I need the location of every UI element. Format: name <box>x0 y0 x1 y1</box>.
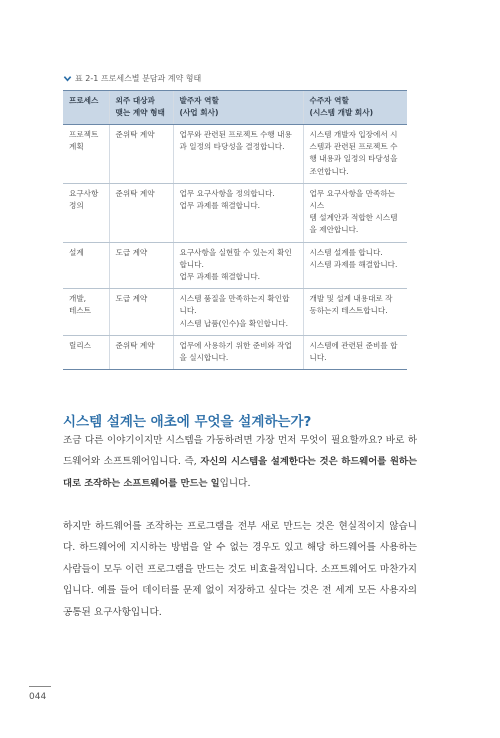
table-cell: 시스템 품질을 만족하는지 확인합 니다. 시스템 납품(인수)을 확인합니다. <box>173 289 303 336</box>
page-number: 044 <box>29 692 47 702</box>
paragraph-1 <box>63 430 417 494</box>
table-cell: 준위탁 계약 <box>109 125 173 184</box>
table-cell: 개발 및 설계 내용대로 작 동하는지 테스트합니다. <box>303 289 407 336</box>
table-row <box>63 125 407 184</box>
table-cell: 개발, 테스트 <box>63 289 109 336</box>
emphasis-text: 자신의 시스템을 설계한다는 것은 하드웨어를 원하는 대로 조작하는 소프트웨어를 만드는 일 <box>63 456 417 489</box>
table-row <box>63 242 407 289</box>
table-cell: 릴리스 <box>63 335 109 369</box>
header-vendor-role: 수주자 역할 (시스템 개발 회사) <box>303 91 407 125</box>
table-cell: 설계 <box>63 242 109 289</box>
table-cell: 도급 계약 <box>109 242 173 289</box>
table-cell: 업무에 사용하기 위한 준비와 작업 을 실시합니다. <box>173 335 303 369</box>
header-contract: 외주 대상과 맺는 계약 형태 <box>109 91 173 125</box>
table-cell: 요구사항을 실현할 수 있는지 확인 합니다. 업무 과제를 해결합니다. <box>173 242 303 289</box>
table-cell: 시스템 설계를 합니다. 시스템 과제를 해결합니다. <box>303 242 407 289</box>
table-cell: 요구사항 정의 <box>63 183 109 242</box>
paragraph-2: 하지만 하드웨어를 조작하는 프로그램을 전부 새로 만드는 것은 현실적이지 않습니다. 하드웨어에 지시하는 방법을 알 수 없는 경우도 있고 해당 하드웨어를 사용하는 사람들이 모두 이런 프로그램을 만드는 것도 비효율적입니다. 소프트웨어도 마찬가지입니다. 예를 들어 데이터를 문제 없이 저장하고 싶다는 것은 전 세계 모든 사용자의 공통된 요구사항입니다. <box>63 521 417 618</box>
table-cell: 도급 계약 <box>109 289 173 336</box>
role-table <box>63 90 407 370</box>
table-cell: 업무 요구사항을 만족하는 시스 템 설계안과 적합한 시스템 을 제안합니다. <box>303 183 407 242</box>
table-row <box>63 335 407 369</box>
caption-text: 표 2-1 프로세스별 분담과 계약 형태 <box>75 74 202 83</box>
section-heading: 시스템 설계는 애초에 무엇을 설계하는가? <box>63 414 312 430</box>
paragraph-text: 입니다. <box>219 477 251 489</box>
table-cell: 업무 요구사항을 정의합니다. 업무 과제를 해결합니다. <box>173 183 303 242</box>
table-cell: 준위탁 계약 <box>109 335 173 369</box>
table-cell: 시스템에 관련된 준비를 합 니다. <box>303 335 407 369</box>
table-row <box>63 289 407 336</box>
table-row <box>63 183 407 242</box>
table-caption <box>63 73 201 84</box>
table-header-row <box>63 91 407 125</box>
table-cell: 준위탁 계약 <box>109 183 173 242</box>
header-process: 프로세스 <box>63 91 109 125</box>
table-cell: 시스템 개발자 입장에서 시 스템과 관련된 프로젝트 수 행 내용과 일정의 타당성을 조언합니다. <box>303 125 407 184</box>
table-cell: 프로젝트 계획 <box>63 125 109 184</box>
chevron-down-icon <box>63 74 72 83</box>
paragraph-text: 조금 다른 이야기이지만 시스템을 가동하려면 가장 먼저 무엇이 필요할까요? 바로 하드웨어와 소프트웨어입니다. 즉, <box>63 435 417 468</box>
header-client-role: 발주자 역할 (사업 회사) <box>173 91 303 125</box>
table-cell: 업무와 관련된 프로젝트 수행 내용 과 일정의 타당성을 결정합니다. <box>173 125 303 184</box>
footer-rule <box>29 686 51 687</box>
